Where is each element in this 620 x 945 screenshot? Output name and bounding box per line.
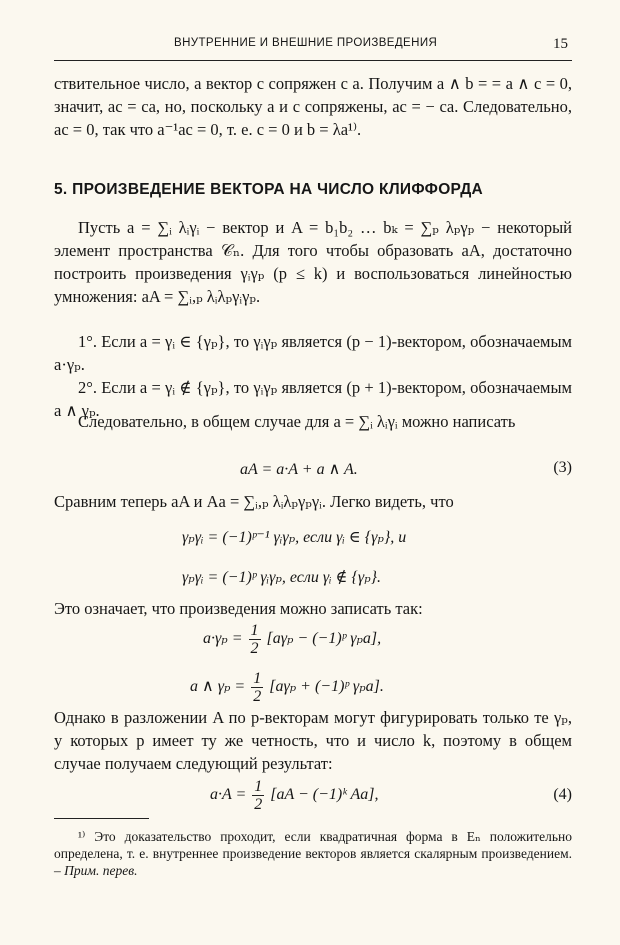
footnote-text: ¹⁾ Это доказательство проходит, если квадратичная форма в Eₙ положительно определена, т. е. внутреннее произведение векторов является скалярным произведением. – bbox=[54, 829, 572, 878]
inner-den: 2 bbox=[250, 640, 259, 657]
paragraph-5-text: Это означает, что произведения можно записать так: bbox=[54, 599, 423, 618]
equation-inner-product bbox=[203, 622, 381, 657]
paragraph-3-text: Следовательно, в общем случае для a = ∑ᵢ λᵢγᵢ можно написать bbox=[78, 412, 516, 431]
inner-num: 1 bbox=[250, 622, 259, 639]
paragraph-2-text: Пусть a = ∑ᵢ λᵢγᵢ − вектор и A = b₁b₂ … bₖ = ∑ₚ λₚγₚ − некоторый элемент пространства 𝒞ₙ. Для того чтобы образовать aA, достаточно построить произведения γᵢγₚ (p ≤ k) и воспользоваться линейностью умножения: aA = ∑ᵢ,ₚ λᵢλₚγᵢγₚ. bbox=[54, 218, 572, 306]
page-number: 15 bbox=[553, 36, 568, 52]
equation-3: aA = a·A + a ∧ A. bbox=[240, 461, 358, 478]
equation-outer-product bbox=[190, 670, 384, 705]
eq4-lhs: a·A = bbox=[210, 786, 247, 804]
outer-lhs: a ∧ γₚ = bbox=[190, 678, 246, 696]
equation-4-number: (4) bbox=[553, 786, 572, 803]
equation-4 bbox=[210, 778, 378, 813]
paragraph-1-text: ствительное число, а вектор c сопряжен с a. Получим a ∧ b = = a ∧ c = 0, значит, ac = ca, но, поскольку a и c сопряжены, ac = − ca. Следовательно, ac = 0, так что a⁻¹ac = 0, т. е. c = 0 и b = λa¹⁾. bbox=[54, 74, 572, 139]
item-1-text: 1°. Если a = γᵢ ∈ {γₚ}, то γᵢγₚ является (p − 1)-вектором, обозначаемым a·γₚ. bbox=[54, 332, 572, 374]
eq4-fraction bbox=[252, 778, 264, 813]
relation-1: γₚγᵢ = (−1)ᵖ⁻¹ γᵢγₚ, если γᵢ ∈ {γₚ}, и bbox=[182, 529, 407, 546]
item-2-text: 2°. Если a = γᵢ ∉ {γₚ}, то γᵢγₚ является (p + 1)-вектором, обозначаемым a ∧ γₚ. bbox=[54, 378, 572, 420]
section-heading: 5. ПРОИЗВЕДЕНИЕ ВЕКТОРА НА ЧИСЛО КЛИФФОРДА bbox=[54, 181, 484, 198]
paragraph-3 bbox=[54, 410, 572, 433]
footnote-translator-note: Прим. перев. bbox=[64, 863, 138, 878]
paragraph-5 bbox=[54, 597, 572, 620]
outer-num: 1 bbox=[253, 670, 262, 687]
inner-rhs: [aγₚ − (−1)ᵖ γₚa], bbox=[266, 630, 382, 648]
header-rule bbox=[54, 60, 572, 61]
eq4-num: 1 bbox=[254, 778, 263, 795]
outer-rhs: [aγₚ + (−1)ᵖ γₚa]. bbox=[269, 678, 384, 696]
eq4-rhs: [aA − (−1)ᵏ Aa], bbox=[270, 786, 379, 804]
running-title: ВНУТРЕННИЕ И ВНЕШНИЕ ПРОИЗВЕДЕНИЯ bbox=[174, 37, 438, 49]
paragraph-1 bbox=[54, 72, 572, 141]
paragraph-4 bbox=[54, 490, 572, 513]
outer-fraction bbox=[251, 670, 263, 705]
paragraph-6 bbox=[54, 706, 572, 775]
outer-den: 2 bbox=[253, 688, 262, 705]
inner-fraction bbox=[249, 622, 261, 657]
paragraph-2 bbox=[54, 216, 572, 308]
footnote-paragraph bbox=[54, 828, 572, 879]
footnote bbox=[54, 828, 572, 879]
footnote-rule bbox=[54, 818, 149, 819]
eq4-den: 2 bbox=[254, 796, 263, 813]
item-1 bbox=[54, 330, 572, 376]
equation-3-number: (3) bbox=[553, 459, 572, 476]
inner-lhs: a·γₚ = bbox=[203, 630, 243, 648]
paragraph-6-text: Однако в разложении A по p-векторам могут фигурировать только те γₚ, у которых p имеет ту же четность, что и число k, поэтому в общем случае получаем следующий результат: bbox=[54, 708, 572, 773]
paragraph-4-text: Сравним теперь aA и Aa = ∑ᵢ,ₚ λᵢλₚγₚγᵢ. Легко видеть, что bbox=[54, 492, 454, 511]
relation-2: γₚγᵢ = (−1)ᵖ γᵢγₚ, если γᵢ ∉ {γₚ}. bbox=[182, 569, 381, 586]
